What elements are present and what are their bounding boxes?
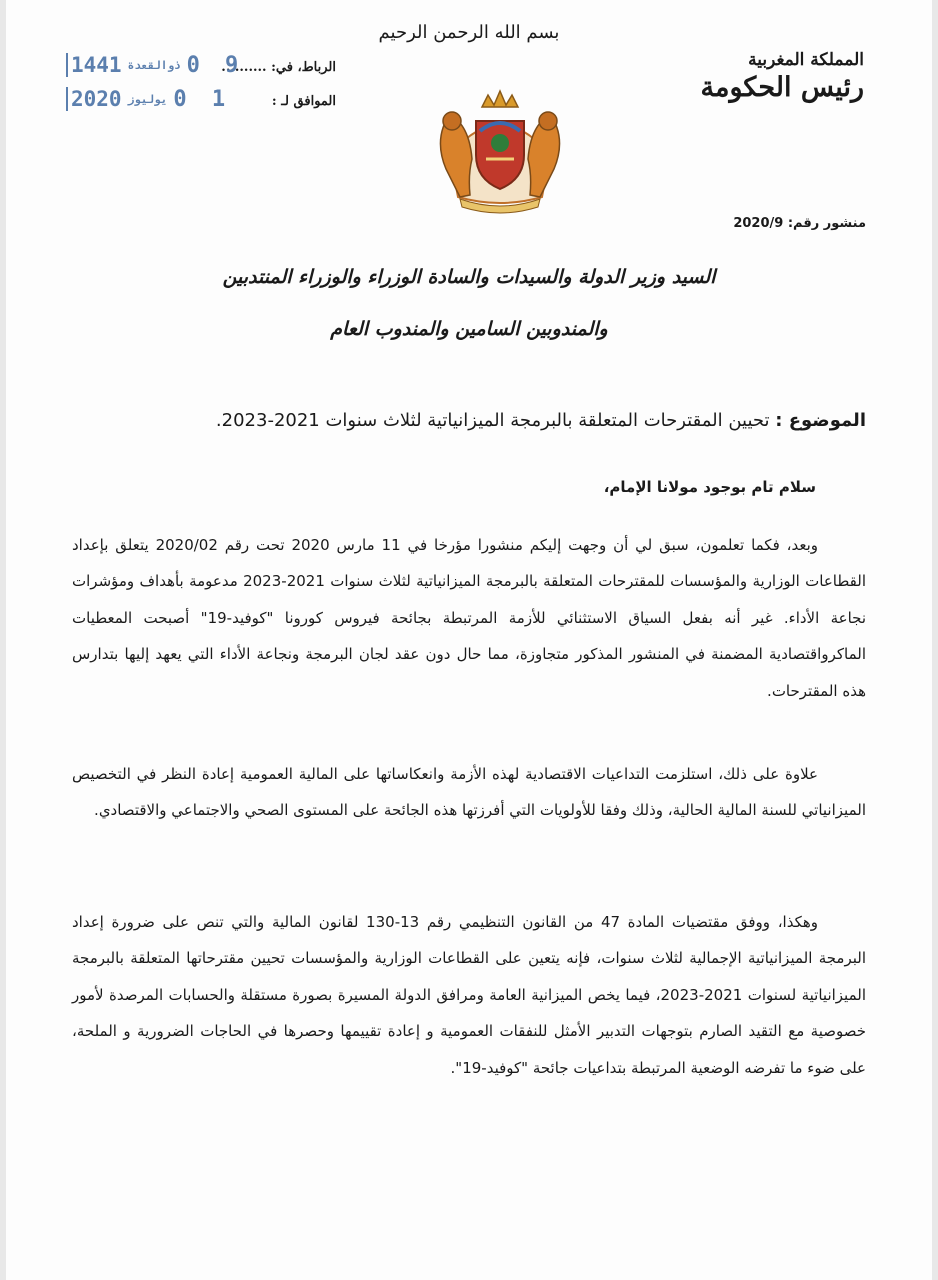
gregorian-month: يوليوز	[127, 92, 168, 106]
greeting: سلام تام بوجود مولانا الإمام،	[603, 478, 816, 496]
letterhead	[701, 50, 864, 103]
basmala: بسم الله الرحمن الرحيم	[378, 22, 560, 43]
gregorian-date-stamp	[66, 84, 231, 114]
coat-of-arms-icon	[430, 85, 570, 215]
hijri-month: ذوالقعدة	[127, 58, 181, 72]
office-name: رئيس الحكومة	[700, 72, 864, 103]
body-paragraph-3: وهكذا، ووفق مقتضيات المادة 47 من القانون التنظيمي رقم 13-130 لقانون المالية والتي تنص على ضرورة إعداد البرمجة الميزانياتية الإجمالية لثلاث سنوات، فإنه يتعين على القطاعات الوزارية والمؤسسات تحيين مقترحاتها المتعلقة بالبرمجة الميزانياتية لسنوات 2021-2023، فيما يخص الميزانية العامة ومرافق الدولة المسيرة بصورة مستقلة والحسابات المرصدة لأمور خصوصية مع التقيد الصارم بتوجهات التدبير الأمثل للنفقات العمومية و إعادة تقييمها وحصرها في الحاجات الضرورية و الملحة، على ضوء ما تفرضه الوضعية المرتبطة بتداعيات جائحة "كوفيد-19".	[72, 913, 866, 1077]
body-paragraph-1: وبعد، فكما تعلمون، سبق لي أن وجهت إليكم منشورا مؤرخا في 11 مارس 2020 تحت رقم 2020/02 يتعلق بإعداد القطاعات الوزارية والمؤسسات للمقترحات المتعلقة بالبرمجة الميزانياتية لثلاث سنوات 2021-2023 مدعومة بأهداف ومؤشرات نجاعة الأداء. غير أنه بفعل السياق الاستثنائي للأزمة المرتبطة بجائحة فيروس كورونا "كوفيد-19" أصبحت المعطيات الماكرواقتصادية المضمنة في المنشور المذكور متجاوزة، مما حال دون عقد لجان البرمجة ونجاعة الأداء التي يعهد إليها بتدارس هذه المقترحات.	[72, 536, 867, 700]
hijri-day: 0 9	[186, 52, 245, 78]
addressee-line-2: والمندوبين السامين والمندوب العام	[330, 318, 608, 340]
subject-label: الموضوع :	[775, 410, 866, 431]
hijri-year: 1441	[66, 53, 122, 77]
gregorian-year: 2020	[66, 87, 122, 111]
rabat-date-label: الرباط، في: ..........	[221, 60, 336, 75]
hijri-date-row	[66, 50, 336, 84]
subject-line	[66, 410, 866, 431]
page-edge-right	[932, 0, 938, 1280]
hijri-date-stamp	[66, 50, 244, 80]
circular-number: منشور رقم: 2020/9	[733, 216, 866, 231]
gregorian-day: 0 1	[173, 86, 232, 112]
body-paragraph-2: علاوة على ذلك، استلزمت التداعيات الاقتصادية لهذه الأزمة وانعكاساتها على المالية العمومية إعادة النظر في التخصيص الميزانياتي للسنة المالية الحالية، وذلك وفقا للأولويات التي أفرزتها هذه الجائحة على المستوى الصحي والاجتماعي والاقتصادي.	[72, 765, 866, 820]
page-edge-left	[0, 0, 6, 1280]
addressee-line-1: السيد وزير الدولة والسيدات والسادة الوزراء والوزراء المنتدبين	[222, 266, 716, 288]
gregorian-date-row	[66, 84, 336, 118]
kingdom-name: المملكة المغربية	[748, 50, 864, 70]
agree-date-label: الموافق لـ :	[271, 94, 336, 109]
date-block	[66, 50, 336, 118]
subject-text: تحيين المقترحات المتعلقة بالبرمجة الميزانياتية لثلاث سنوات 2021-2023.	[215, 410, 770, 431]
